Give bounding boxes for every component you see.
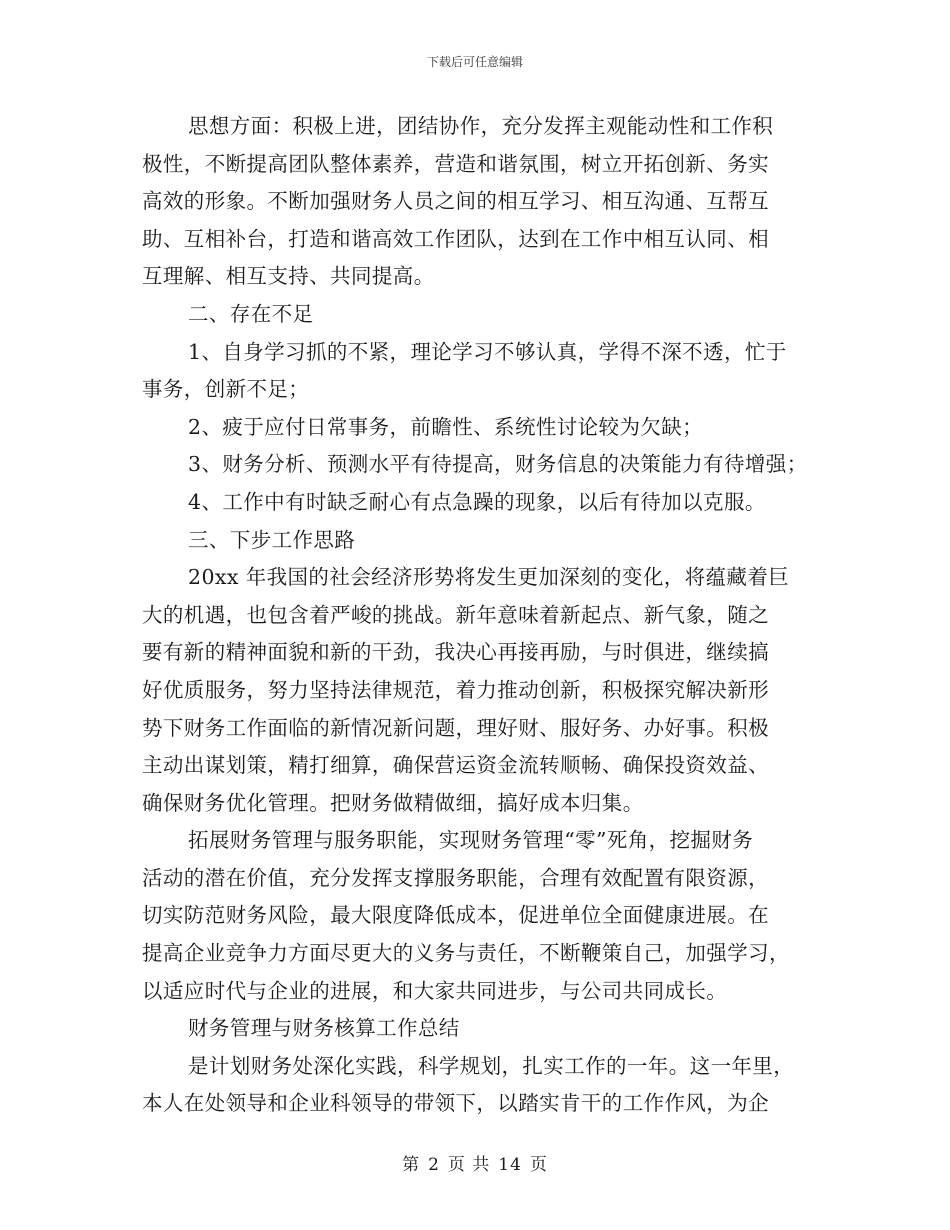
- footer-middle: 页 共: [447, 1155, 491, 1175]
- text-line: 本人在处领导和企业科领导的带领下，以踏实肯干的工作作风，为企: [142, 1091, 769, 1116]
- text-line: 4、工作中有时缺乏耐心有点急躁的现象，以后有待加以克服。: [188, 489, 766, 514]
- footer-suffix: 页: [529, 1155, 548, 1175]
- text-line: 势下财务工作面临的新情况新问题，理好财、服好务、办好事。积极: [142, 715, 769, 740]
- text-line: 3、财务分析、预测水平有待提高，财务信息的决策能力有待增强；: [188, 452, 808, 477]
- text-line: 主动出谋划策，精打细算，确保营运资金流转顺畅、确保投资效益、: [142, 753, 769, 778]
- footer-current-page: 2: [428, 1155, 440, 1175]
- page-header: 下载后可任意编辑: [426, 55, 523, 69]
- text-line: 大的机遇，也包含着严峻的挑战。新年意味着新起点、新气象，随之: [142, 602, 769, 627]
- text-line: 2、疲于应付日常事务，前瞻性、系统性讨论较为欠缺；: [188, 414, 704, 439]
- text-line: 三、下步工作思路: [188, 527, 356, 552]
- text-line: 1、自身学习抓的不紧，理论学习不够认真，学得不深不透，忙于: [188, 339, 787, 364]
- text-line: 极性，不断提高团队整体素养，营造和谐氛围，树立开拓创新、务实: [142, 151, 769, 176]
- text-line: 助、互相补台，打造和谐高效工作团队，达到在工作中相互认同、相: [142, 226, 769, 251]
- text-line: 活动的潜在价值，充分发挥支撑服务职能，合理有效配置有限资源，: [142, 865, 769, 890]
- text-line: 事务，创新不足；: [142, 377, 310, 402]
- text-line: 提高企业竞争力方面尽更大的义务与责任，不断鞭策自己，加强学习，: [142, 941, 790, 966]
- text-line: 二、存在不足: [188, 301, 314, 326]
- text-line: 是计划财务处深化实践，科学规划，扎实工作的一年。这一年里，: [188, 1053, 795, 1078]
- footer-total-pages: 14: [498, 1155, 522, 1175]
- text-line: 拓展财务管理与服务职能，实现财务管理“零”死角，挖掘财务: [188, 828, 754, 853]
- text-line: 好优质服务，努力坚持法律规范，着力推动创新，积极探究解决新形: [142, 677, 769, 702]
- text-line: 切实防范财务风险，最大限度降低成本，促进单位全面健康进展。在: [142, 903, 769, 928]
- text-line: 思想方面：积极上进，团结协作，充分发挥主观能动性和工作积: [188, 114, 774, 138]
- text-line: 互理解、相互支持、共同提高。: [142, 264, 435, 289]
- footer-prefix: 第: [402, 1155, 421, 1175]
- text-line: 要有新的精神面貌和新的干劲，我决心再接再励，与时俱进，继续搞: [142, 640, 769, 665]
- text-line: 高效的形象。不断加强财务人员之间的相互学习、相互沟通、互帮互: [142, 189, 769, 214]
- text-line: 20xx 年我国的社会经济形势将发生更加深刻的变化，将蕴藏着巨: [188, 565, 790, 590]
- document-body: [142, 108, 812, 1123]
- text-line: 财务管理与财务核算工作总结: [188, 1016, 460, 1041]
- text-line: 确保财务优化管理。把财务做精做细，搞好成本归集。: [142, 790, 644, 815]
- page-footer: [0, 1153, 950, 1177]
- text-line: 以适应时代与企业的进展，和大家共同进步，与公司共同成长。: [142, 978, 728, 1003]
